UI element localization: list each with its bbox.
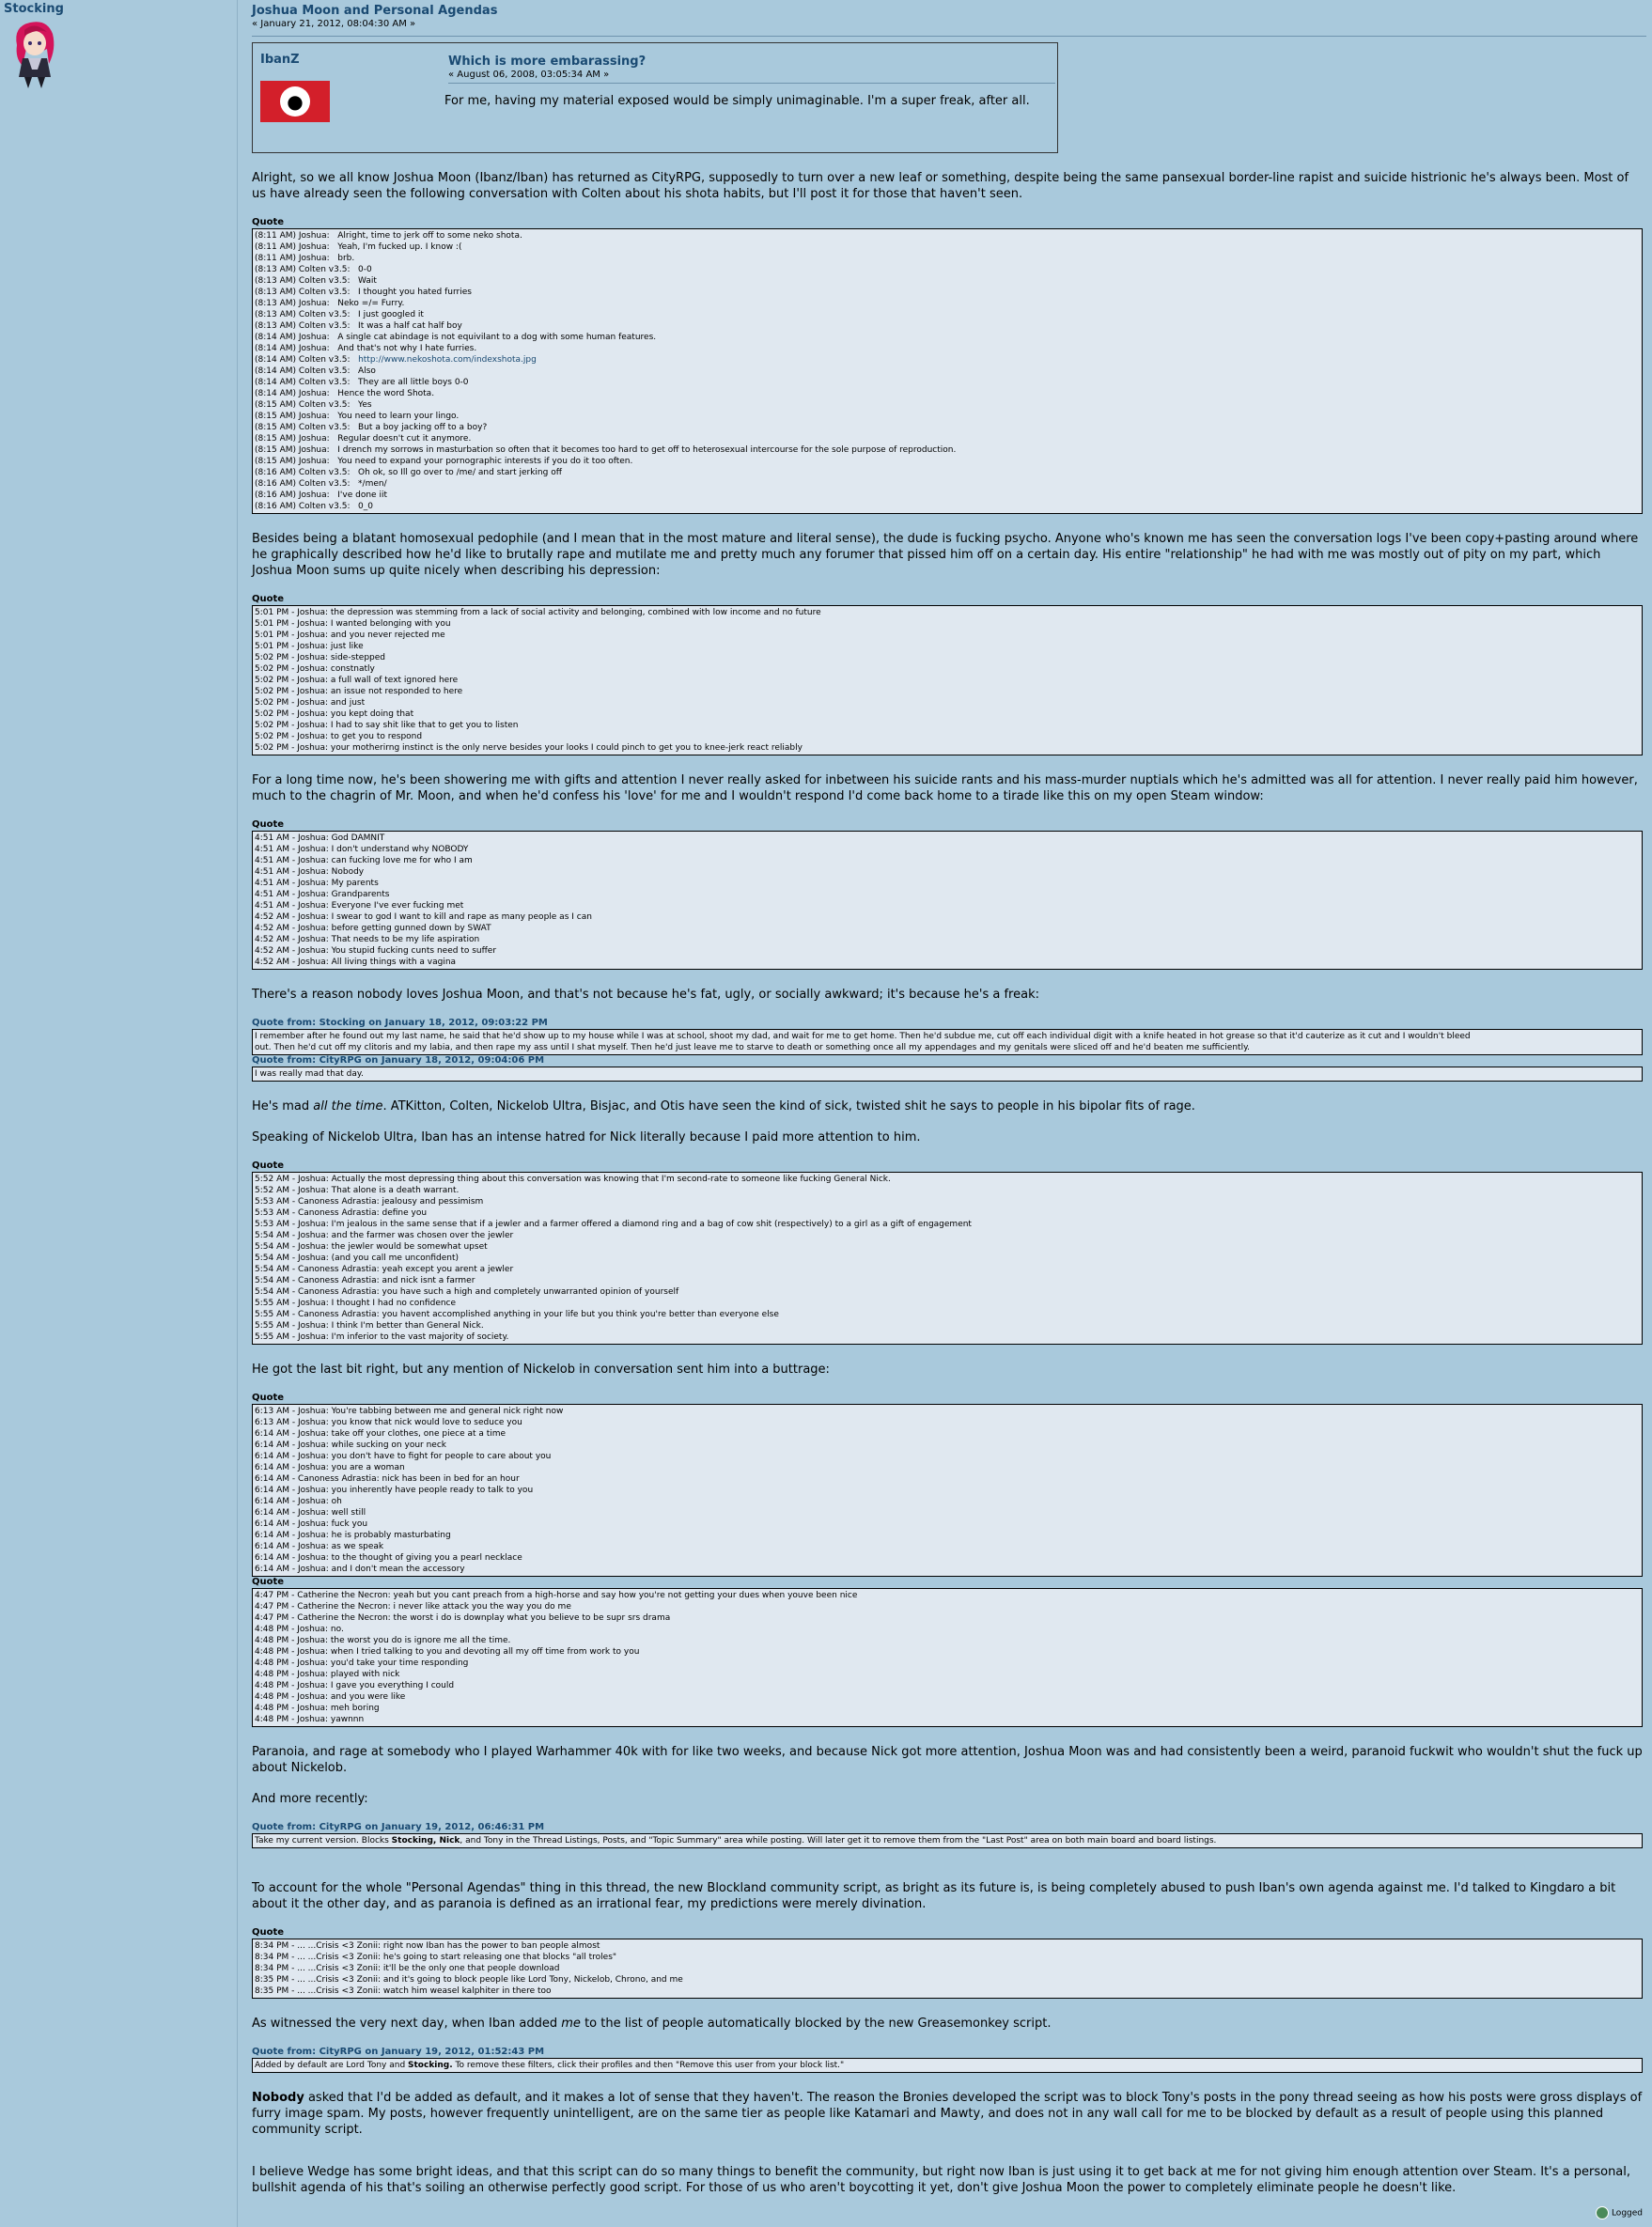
quote-line: 4:48 PM - Joshua: no. bbox=[255, 1625, 344, 1634]
quote-line: 4:51 AM - Joshua: can fucking love me for who I am bbox=[255, 856, 473, 865]
paragraph: There's a reason nobody loves Joshua Moon, and that's not because he's fat, ugly, or socially awkward; it's because he's a freak: bbox=[252, 988, 1039, 1002]
quote-line: 6:14 AM - Joshua: take off your clothes, one piece at a time bbox=[255, 1429, 507, 1439]
quote-line: 4:48 PM - Joshua: meh boring bbox=[255, 1704, 380, 1713]
paragraph: And more recently: bbox=[252, 1792, 368, 1806]
quote-box bbox=[252, 228, 1643, 514]
quote-line: 5:53 AM - Canoness Adrastia: jealousy and pessimism bbox=[255, 1197, 484, 1207]
quote-line: (8:11 AM) Joshua: Yeah, I'm fucked up. I know :( bbox=[255, 242, 462, 252]
post-divider bbox=[252, 36, 1646, 37]
quote-line: (8:11 AM) Joshua: Alright, time to jerk off to some neko shota. bbox=[255, 231, 522, 241]
quote-box: Take my current version. Blocks Stocking, Nick, and Tony in the Thread Listings, Posts, and "Topic Summary" area while posting. Will later get it to remove them from the "Last Post" area on both main board and board listings. bbox=[252, 1833, 1643, 1848]
quote-line: 5:54 AM - Joshua: the jewler would be somewhat upset bbox=[255, 1242, 488, 1252]
quote-link[interactable]: http://www.nekoshota.com/indexshota.jpg bbox=[358, 355, 537, 365]
paragraph: Speaking of Nickelob Ultra, Iban has an intense hatred for Nick literally because I paid more attention to him. bbox=[252, 1130, 921, 1145]
quote-line: (8:16 AM) Joshua: I've done iit bbox=[255, 491, 387, 500]
quote-line: 4:52 AM - Joshua: All living things with a vagina bbox=[255, 958, 457, 967]
quote-line: 6:14 AM - Joshua: you don't have to fight for people to care about you bbox=[255, 1452, 552, 1461]
quote-line: 6:13 AM - Joshua: you know that nick would love to seduce you bbox=[255, 1418, 522, 1427]
quote-line: 4:48 PM - Joshua: and you were like bbox=[255, 1692, 406, 1702]
quote-header: Quote bbox=[252, 594, 285, 604]
paragraph: Besides being a blatant homosexual pedophile (and I mean that in the most mature and literal sense), the dude is fucking psycho. Anyone who's known me has seen the conversation logs I've been copy+pasting around where he graphically described how he'd like to brutally rape and mutilate me and pretty much any forumer that pissed him off on a certain day. His entire "relationship" he had with me was mostly out of pity on my part, which Joshua Moon sums up quite nicely when describing his depression: bbox=[252, 532, 1639, 578]
quote-line: 5:02 PM - Joshua: I had to say shit like that to get you to listen bbox=[255, 721, 519, 730]
quote-line: 4:48 PM - Joshua: yawnnn bbox=[255, 1715, 365, 1724]
quote-header: Quote bbox=[252, 1393, 285, 1403]
embed-poster-name[interactable]: IbanZ bbox=[260, 53, 300, 67]
quote-header: Quote bbox=[252, 1927, 285, 1938]
paragraph: Paranoia, and rage at somebody who I played Warhammer 40k with for like two weeks, and because Nick got more attention, Joshua Moon was and had consistently been a weird, paranoid fuckwit who wouldn't shut the fuck up about Nickelob. bbox=[252, 1745, 1643, 1775]
quote-box: Added by default are Lord Tony and Stocking. To remove these filters, click their profiles and then "Remove this user from your block list." bbox=[252, 2058, 1643, 2073]
quote-line: (8:15 AM) Joshua: I drench my sorrows in masturbation so often that it becomes too hard to get off to heterosexual intercourse for the sole purpose of reproduction. bbox=[255, 445, 957, 455]
poster-sidebar bbox=[0, 0, 238, 2227]
paragraph: He's mad all the time. ATKitton, Colten, Nickelob Ultra, Bisjac, and Otis have seen the kind of sick, twisted shit he says to people in his bipolar fits of rage. bbox=[252, 1099, 1195, 1114]
quote-header: Quote bbox=[252, 1577, 285, 1587]
quote-line: 5:02 PM - Joshua: an issue not responded to here bbox=[255, 687, 463, 696]
paragraph: For a long time now, he's been showering me with gifts and attention I never really asked for inbetween his suicide rants and his mass-murder nuptials which he's admitted was all for attention. I never really paid him however, much to the chagrin of Mr. Moon, and when he'd confess his 'love' for me and I wouldn't respond I'd come back home to a tirade like this on my open Steam window: bbox=[252, 773, 1638, 803]
quote-line: 4:52 AM - Joshua: I swear to god I want to kill and rape as many people as I can bbox=[255, 912, 592, 922]
quote-line: (8:14 AM) Joshua: Hence the word Shota. bbox=[255, 389, 435, 398]
quote-line: (8:14 AM) Joshua: A single cat abindage is not equivilant to a dog with some human features. bbox=[255, 333, 657, 342]
paragraph: To account for the whole "Personal Agendas" thing in this thread, the new Blockland community script, as bright as its future is, is being completely abused to push Iban's own agenda against me. I'd talked to Kingdaro a bit about it the other day, and as paranoia is defined as an irrational fear, my predictions were merely divination. bbox=[252, 1881, 1616, 1911]
quote-box bbox=[252, 1172, 1643, 1345]
quote-line: I remember after he found out my last name, he said that he'd show up to my house while I was at school, shoot my dad, and wait for me to get home. Then he'd subdue me, cut off each individual digit with a knife heated in hot grease so that it'd cauterize as it cut and I wouldn't bleed bbox=[255, 1032, 1471, 1041]
quote-from-link[interactable]: Quote from: CityRPG on January 18, 2012, 09:04:06 PM bbox=[252, 1055, 545, 1066]
quote-line: 5:55 AM - Joshua: I'm inferior to the vast majority of society. bbox=[255, 1332, 509, 1342]
embed-date: « August 06, 2008, 03:05:34 AM » bbox=[448, 70, 610, 80]
quote-line: 8:35 PM - ... ...Crisis <3 Zonii: and it's going to block people like Lord Tony, Nickelob, Chrono, and me bbox=[255, 1975, 683, 1985]
quote-from-link[interactable]: Quote from: Stocking on January 18, 2012, 09:03:22 PM bbox=[252, 1018, 548, 1028]
quote-line: 5:54 AM - Canoness Adrastia: you have such a high and completely unwarranted opinion of yourself bbox=[255, 1287, 679, 1297]
quote-line: (8:16 AM) Colten v3.5: Oh ok, so Ill go over to /me/ and start jerking off bbox=[255, 468, 562, 477]
quote-line: (8:13 AM) Colten v3.5: 0-0 bbox=[255, 265, 372, 274]
quote-line: 5:55 AM - Joshua: I think I'm better than General Nick. bbox=[255, 1321, 484, 1331]
quote-from-link[interactable]: Quote from: CityRPG on January 19, 2012, 01:52:43 PM bbox=[252, 2047, 545, 2057]
quote-line: 4:52 AM - Joshua: You stupid fucking cunts need to suffer bbox=[255, 946, 497, 956]
apple-logo-icon: ● bbox=[287, 90, 304, 113]
quote-line: 4:48 PM - Joshua: the worst you do is ignore me all the time. bbox=[255, 1636, 511, 1645]
quote-line: 4:47 PM - Catherine the Necron: yeah but you cant preach from a high-horse and say how you're not getting your dues when youve been nice bbox=[255, 1591, 858, 1600]
quote-line: 5:55 AM - Canoness Adrastia: you havent accomplished anything in your life but you think you're better than everyone else bbox=[255, 1310, 779, 1319]
quote-line: I was really mad that day. bbox=[255, 1069, 364, 1079]
quote-line: 5:52 AM - Joshua: That alone is a death warrant. bbox=[255, 1186, 460, 1195]
paragraph: Nobody asked that I'd be added as default, and it makes a lot of sense that they haven't. The reason the Bronies developed the script was to block Tony's posts in the pony thread seeing as how his posts were gross displays of furry image spam. My posts, however frequently unintelligent, are on the same tier as people like Katamari and Mawty, and does not in any wall call for me to be blocked by default as a result of people using this planned community script. bbox=[252, 2091, 1643, 2137]
quote-line: 5:53 AM - Joshua: I'm jealous in the same sense that if a jewler and a farmer offered a diamond ring and a bag of cow shit (respectively) to a girl as a gift of engagement bbox=[255, 1220, 972, 1229]
quote-header: Quote bbox=[252, 217, 285, 227]
quote-line: 4:48 PM - Joshua: played with nick bbox=[255, 1670, 400, 1679]
quote-line: 6:14 AM - Joshua: you inherently have people ready to talk to you bbox=[255, 1486, 534, 1495]
quote-line: 5:53 AM - Canoness Adrastia: define you bbox=[255, 1208, 428, 1218]
quote-line: 6:14 AM - Joshua: you are a woman bbox=[255, 1463, 405, 1472]
quote-line: (8:11 AM) Joshua: brb. bbox=[255, 254, 355, 263]
quote-line: 5:02 PM - Joshua: your motherirng instinct is the only nerve besides your looks I could pinch to get you to knee-jerk react reliably bbox=[255, 743, 803, 753]
paragraph: As witnessed the very next day, when Iban added me to the list of people automatically blocked by the new Greasemonkey script. bbox=[252, 2017, 1052, 2031]
embedded-post bbox=[252, 42, 1058, 153]
quote-box bbox=[252, 1588, 1643, 1727]
paragraph: Alright, so we all know Joshua Moon (Ibanz/Iban) has returned as CityRPG, supposedly to turn over a new leaf or something, despite being the same pansexual border-line rapist and suicide histrionic he's always been. Most of us have already seen the following conversation with Colten about his shota habits, but I'll post it for those that haven't seen. bbox=[252, 171, 1629, 201]
quote-line: 5:54 AM - Canoness Adrastia: yeah except you arent a jewler bbox=[255, 1265, 514, 1274]
quote-line: (8:13 AM) Colten v3.5: Wait bbox=[255, 276, 377, 286]
post-body bbox=[252, 0, 1646, 2211]
quote-line: (8:16 AM) Colten v3.5: 0_0 bbox=[255, 502, 374, 511]
quote-line: (8:15 AM) Colten v3.5: But a boy jacking off to a boy? bbox=[255, 423, 488, 432]
quote-line: 5:02 PM - Joshua: a full wall of text ignored here bbox=[255, 676, 459, 685]
quote-line: (8:13 AM) Colten v3.5: It was a half cat half boy bbox=[255, 321, 462, 331]
quote-line: 6:13 AM - Joshua: You're tabbing between me and general nick right now bbox=[255, 1407, 564, 1416]
embed-avatar bbox=[260, 81, 330, 122]
quote-line: (8:14 AM) Colten v3.5: Also bbox=[255, 366, 376, 376]
logged-indicator: Logged bbox=[1596, 2206, 1643, 2219]
quote-line: (8:14 AM) Colten v3.5: http://www.nekoshota.com/indexshota.jpg bbox=[255, 355, 537, 365]
quote-line: 4:51 AM - Joshua: I don't understand why NOBODY bbox=[255, 845, 469, 854]
quote-line: 4:47 PM - Catherine the Necron: the worst i do is downplay what you believe to be supr srs drama bbox=[255, 1613, 671, 1623]
quote-line: 4:48 PM - Joshua: you'd take your time responding bbox=[255, 1659, 469, 1668]
quote-box bbox=[252, 605, 1643, 755]
embed-title[interactable]: Which is more embarassing? bbox=[448, 55, 647, 69]
paragraph: I believe Wedge has some bright ideas, and that this script can do so many things to benefit the community, but right now Iban is just using it to get back at me for not giving him enough attention over Steam. It's a personal, bullshit agenda of his that's soiling an otherwise perfectly good script. For those of us who aren't boycotting it yet, don't give Joshua Moon the power to completely eliminate people he doesn't like. bbox=[252, 2165, 1631, 2195]
quote-line: (8:14 AM) Joshua: And that's not why I hate furries. bbox=[255, 344, 477, 353]
quote-line: 6:14 AM - Joshua: while sucking on your neck bbox=[255, 1441, 446, 1450]
quote-header: Quote bbox=[252, 819, 285, 830]
quote-line: 6:14 AM - Joshua: oh bbox=[255, 1497, 342, 1506]
quote-line: 4:51 AM - Joshua: God DAMNIT bbox=[255, 833, 385, 843]
quote-line: 4:51 AM - Joshua: Grandparents bbox=[255, 890, 390, 899]
quote-line: 8:34 PM - ... ...Crisis <3 Zonii: right now Iban has the power to ban people almost bbox=[255, 1941, 600, 1951]
quote-line: 4:51 AM - Joshua: My parents bbox=[255, 879, 379, 888]
quote-line: 5:54 AM - Joshua: (and you call me unconfident) bbox=[255, 1254, 460, 1263]
quote-line: 6:14 AM - Joshua: he is probably masturbating bbox=[255, 1531, 451, 1540]
quote-line: 4:47 PM - Catherine the Necron: i never like attack you the way you do me bbox=[255, 1602, 571, 1612]
quote-box bbox=[252, 831, 1643, 970]
quote-box bbox=[252, 1029, 1643, 1055]
quote-line: (8:13 AM) Joshua: Neko =/= Furry. bbox=[255, 299, 405, 308]
quote-line: 4:51 AM - Joshua: Everyone I've ever fucking met bbox=[255, 901, 464, 911]
quote-line: 5:02 PM - Joshua: to get you to respond bbox=[255, 732, 423, 741]
quote-line: 4:52 AM - Joshua: That needs to be my life aspiration bbox=[255, 935, 480, 944]
poster-name-link[interactable]: Stocking bbox=[4, 2, 64, 16]
quote-line: (8:15 AM) Joshua: You need to expand your pornographic interests if you do it too often. bbox=[255, 457, 633, 466]
quote-line: 5:01 PM - Joshua: and you never rejected me bbox=[255, 631, 445, 640]
quote-line: (8:13 AM) Colten v3.5: I just googled it bbox=[255, 310, 424, 319]
quote-line: 5:54 AM - Joshua: and the farmer was chosen over the jewler bbox=[255, 1231, 514, 1240]
quote-line: 6:14 AM - Joshua: as we speak bbox=[255, 1542, 384, 1551]
quote-line: (8:15 AM) Colten v3.5: Yes bbox=[255, 400, 372, 410]
quote-line: (8:16 AM) Colten v3.5: */men/ bbox=[255, 479, 387, 489]
quote-line: 4:52 AM - Joshua: before getting gunned down by SWAT bbox=[255, 924, 491, 933]
paragraph: He got the last bit right, but any mention of Nickelob in conversation sent him into a buttrage: bbox=[252, 1363, 830, 1377]
embed-divider bbox=[448, 83, 1055, 84]
quote-line: 6:14 AM - Joshua: and I don't mean the accessory bbox=[255, 1565, 465, 1574]
quote-line: 6:14 AM - Canoness Adrastia: nick has been in bed for an hour bbox=[255, 1474, 520, 1484]
quote-line: 5:54 AM - Canoness Adrastia: and nick isnt a farmer bbox=[255, 1276, 475, 1285]
quote-line: (8:15 AM) Joshua: You need to learn your lingo. bbox=[255, 412, 460, 421]
quote-line: (8:14 AM) Colten v3.5: They are all little boys 0-0 bbox=[255, 378, 469, 387]
quote-line: 8:35 PM - ... ...Crisis <3 Zonii: watch him weasel kalphiter in there too bbox=[255, 1986, 552, 1996]
quote-box bbox=[252, 1067, 1643, 1082]
quote-line: 5:01 PM - Joshua: just like bbox=[255, 642, 364, 651]
quote-line: 8:34 PM - ... ...Crisis <3 Zonii: he's going to start releasing one that blocks "all troles" bbox=[255, 1953, 617, 1962]
quote-line: 6:14 AM - Joshua: to the thought of giving you a pearl necklace bbox=[255, 1553, 522, 1563]
quote-header: Quote bbox=[252, 1160, 285, 1171]
quote-line: (8:15 AM) Joshua: Regular doesn't cut it anymore. bbox=[255, 434, 472, 444]
quote-line: (8:13 AM) Colten v3.5: I thought you hated furries bbox=[255, 288, 472, 297]
quote-line: 4:51 AM - Joshua: Nobody bbox=[255, 867, 365, 877]
quote-line: 6:14 AM - Joshua: well still bbox=[255, 1508, 366, 1518]
quote-line: 6:14 AM - Joshua: fuck you bbox=[255, 1519, 368, 1529]
quote-from-link[interactable]: Quote from: CityRPG on January 19, 2012, 06:46:31 PM bbox=[252, 1822, 545, 1832]
quote-line: 8:34 PM - ... ...Crisis <3 Zonii: it'll be the only one that people download bbox=[255, 1964, 560, 1973]
quote-line: 5:01 PM - Joshua: the depression was stemming from a lack of social activity and belonging, combined with low income and no future bbox=[255, 608, 821, 617]
quote-line: 5:02 PM - Joshua: constnatly bbox=[255, 664, 375, 674]
quote-line: 5:02 PM - Joshua: and just bbox=[255, 698, 366, 708]
quote-line: 5:02 PM - Joshua: side-stepped bbox=[255, 653, 386, 662]
embed-body: For me, having my material exposed would be simply unimaginable. I'm a super freak, after all. bbox=[444, 94, 1030, 108]
quote-box bbox=[252, 1939, 1643, 1999]
avatar bbox=[9, 17, 58, 88]
quote-box bbox=[252, 1404, 1643, 1577]
quote-line: 4:48 PM - Joshua: when I tried talking to you and devoting all my off time from work to you bbox=[255, 1647, 640, 1657]
quote-line: 5:55 AM - Joshua: I thought I had no confidence bbox=[255, 1299, 457, 1308]
quote-line: 5:52 AM - Joshua: Actually the most depressing thing about this conversation was knowing that I'm second-rate to someone like fucking General Nick. bbox=[255, 1175, 891, 1184]
quote-line: 5:01 PM - Joshua: I wanted belonging with you bbox=[255, 619, 451, 629]
post-date: « January 21, 2012, 08:04:30 AM » bbox=[252, 19, 416, 29]
quote-line: 4:48 PM - Joshua: I gave you everything I could bbox=[255, 1681, 455, 1690]
quote-line: 5:02 PM - Joshua: you kept doing that bbox=[255, 709, 414, 719]
logged-ip-icon[interactable] bbox=[1596, 2206, 1609, 2219]
quote-line: out. Then he'd cut off my clitoris and my labia, and then rape my ass until I shat myself. Then he'd just leave me to starve to death or something once all my appendages and my genitals were sliced off and he'd beaten me sufficiently. bbox=[255, 1043, 1250, 1052]
post-title-link[interactable]: Joshua Moon and Personal Agendas bbox=[252, 4, 498, 18]
